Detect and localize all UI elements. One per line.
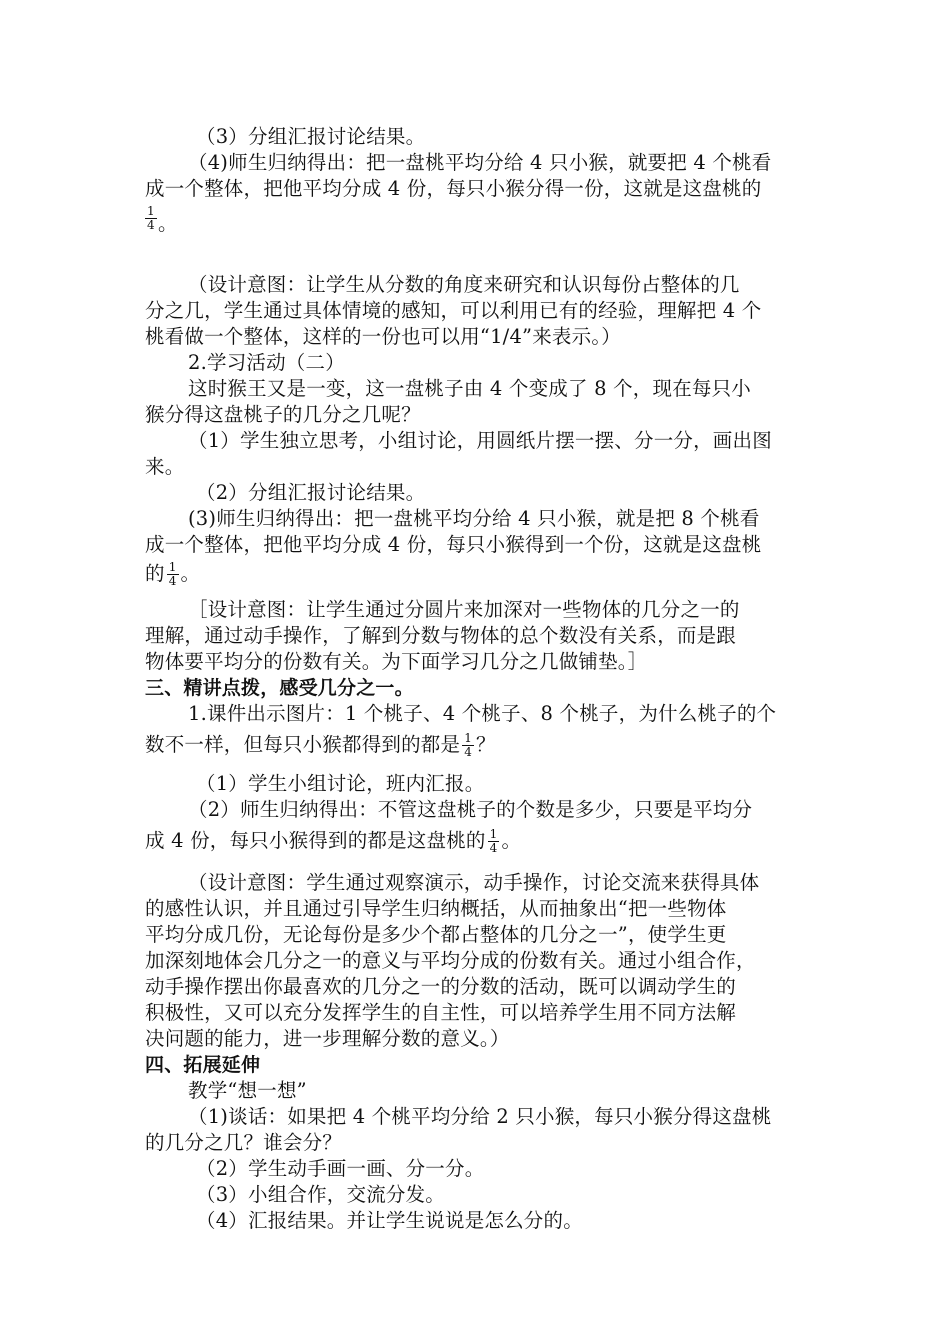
- design-intent-line: 分之几，学生通过具体情境的感知，可以利用已有的经验，理解把 4 个: [145, 299, 762, 322]
- text-fragment: ？: [476, 733, 496, 756]
- design-intent-line: ［设计意图：让学生通过分圆片来加深对一些物体的几分之一的: [188, 598, 740, 621]
- paragraph-line: （4）汇报结果。并让学生说说是怎么分的。: [196, 1209, 583, 1232]
- text-fragment: 数不一样，但每只小猴都得到的都是: [145, 733, 461, 756]
- paragraph-line: （4)师生归纳得出：把一盘桃平均分给 4 只小猴，就要把 4 个桃看: [188, 151, 772, 174]
- paragraph-line: 教学“想一想”: [188, 1079, 307, 1102]
- paragraph-line: （2）分组汇报讨论结果。: [196, 481, 426, 504]
- design-intent-line: 动手操作摆出你最喜欢的几分之一的分数的活动，既可以调动学生的: [145, 975, 737, 998]
- paragraph-line: （3）小组合作，交流分发。: [196, 1183, 446, 1206]
- fraction-numerator: 1: [489, 827, 498, 841]
- fraction-denominator: 4: [168, 574, 177, 588]
- fraction-one-quarter: [167, 561, 179, 588]
- paragraph-line: （1）学生独立思考，小组讨论，用圆纸片摆一摆、分一分，画出图: [188, 429, 772, 452]
- fraction-one-quarter: [462, 732, 474, 759]
- text-fragment: 。: [180, 562, 201, 585]
- design-intent-line: （设计意图：学生通过观察演示，动手操作，讨论交流来获得具体: [188, 871, 760, 894]
- fraction-numerator: 1: [147, 204, 155, 218]
- design-intent-line: 理解，通过动手操作，了解到分数与物体的总个数没有关系，而是跟: [145, 624, 737, 647]
- text-fragment: 的: [145, 562, 165, 585]
- design-intent-line: 平均分成几份，无论每份是多少个都占整体的几分之一”，使学生更: [145, 923, 727, 946]
- paragraph-line: 成一个整体，把他平均分成 4 份，每只小猴得到一个份，这就是这盘桃: [145, 533, 762, 556]
- text-fragment: 成 4 份，每只小猴得到的都是这盘桃的: [145, 829, 486, 852]
- fraction-one-quarter: [488, 828, 500, 855]
- design-intent-line: 决问题的能力，进一步理解分数的意义。）: [145, 1027, 510, 1050]
- fraction-numerator: 1: [464, 731, 473, 745]
- fraction-denominator: 4: [489, 841, 498, 855]
- paragraph-line: （2）师生归纳得出：不管这盘桃子的个数是多少，只要是平均分: [188, 798, 753, 821]
- design-intent-line: 物体要平均分的份数有关。为下面学习几分之几做铺垫。］: [145, 650, 648, 673]
- paragraph-line: 成一个整体，把他平均分成 4 份，每只小猴分得一份，这就是这盘桃的: [145, 177, 762, 200]
- paragraph-line: 猴分得这盘桃子的几分之几呢？: [145, 403, 421, 426]
- paragraph-line: [145, 561, 200, 588]
- fraction-numerator: 1: [168, 560, 177, 574]
- section-heading: 四、拓展延伸: [145, 1054, 261, 1076]
- paragraph-line: [145, 828, 521, 855]
- paragraph-line: （2）学生动手画一画、分一分。: [196, 1157, 485, 1180]
- fraction-denominator: 4: [464, 745, 473, 759]
- fraction-denominator: 4: [147, 218, 155, 232]
- fraction-one-quarter: [145, 205, 157, 232]
- design-intent-line: 的感性认识，并且通过引导学生归纳概括，从而抽象出“把一些物体: [145, 897, 727, 920]
- paragraph-line: （1)谈话：如果把 4 个桃平均分给 2 只小猴，每只小猴分得这盘桃: [188, 1105, 772, 1128]
- paragraph-line: 的几分之几？谁会分？: [145, 1131, 343, 1154]
- design-intent-line: 桃看做一个整体，这样的一份也可以用“1/4”来表示。）: [145, 325, 621, 348]
- section-subheading: 2.学习活动（二）: [188, 351, 345, 374]
- period: 。: [158, 212, 178, 235]
- design-intent-line: 积极性，又可以充分发挥学生的自主性，可以培养学生用不同方法解: [145, 1001, 737, 1024]
- paragraph-line: 来。: [145, 455, 185, 478]
- paragraph-line: 1.课件出示图片：1 个桃子、4 个桃子、8 个桃子，为什么桃子的个: [188, 702, 777, 725]
- design-intent-line: （设计意图：让学生从分数的角度来研究和认识每份占整体的几: [188, 273, 740, 296]
- design-intent-line: 加深刻地体会几分之一的意义与平均分成的份数有关。通过小组合作，: [145, 949, 756, 972]
- section-heading: 三、精讲点拨，感受几分之一。: [145, 677, 414, 699]
- paragraph-line: (3)师生归纳得出：把一盘桃平均分给 4 只小猴，就是把 8 个桃看: [188, 507, 760, 530]
- text-fragment: 。: [501, 829, 522, 852]
- paragraph-line: （3）分组汇报讨论结果。: [196, 125, 426, 148]
- paragraph-line: [145, 732, 496, 759]
- paragraph-line: （1）学生小组讨论，班内汇报。: [196, 772, 485, 795]
- paragraph-line: 这时猴王又是一变，这一盘桃子由 4 个变成了 8 个，现在每只小: [188, 377, 752, 400]
